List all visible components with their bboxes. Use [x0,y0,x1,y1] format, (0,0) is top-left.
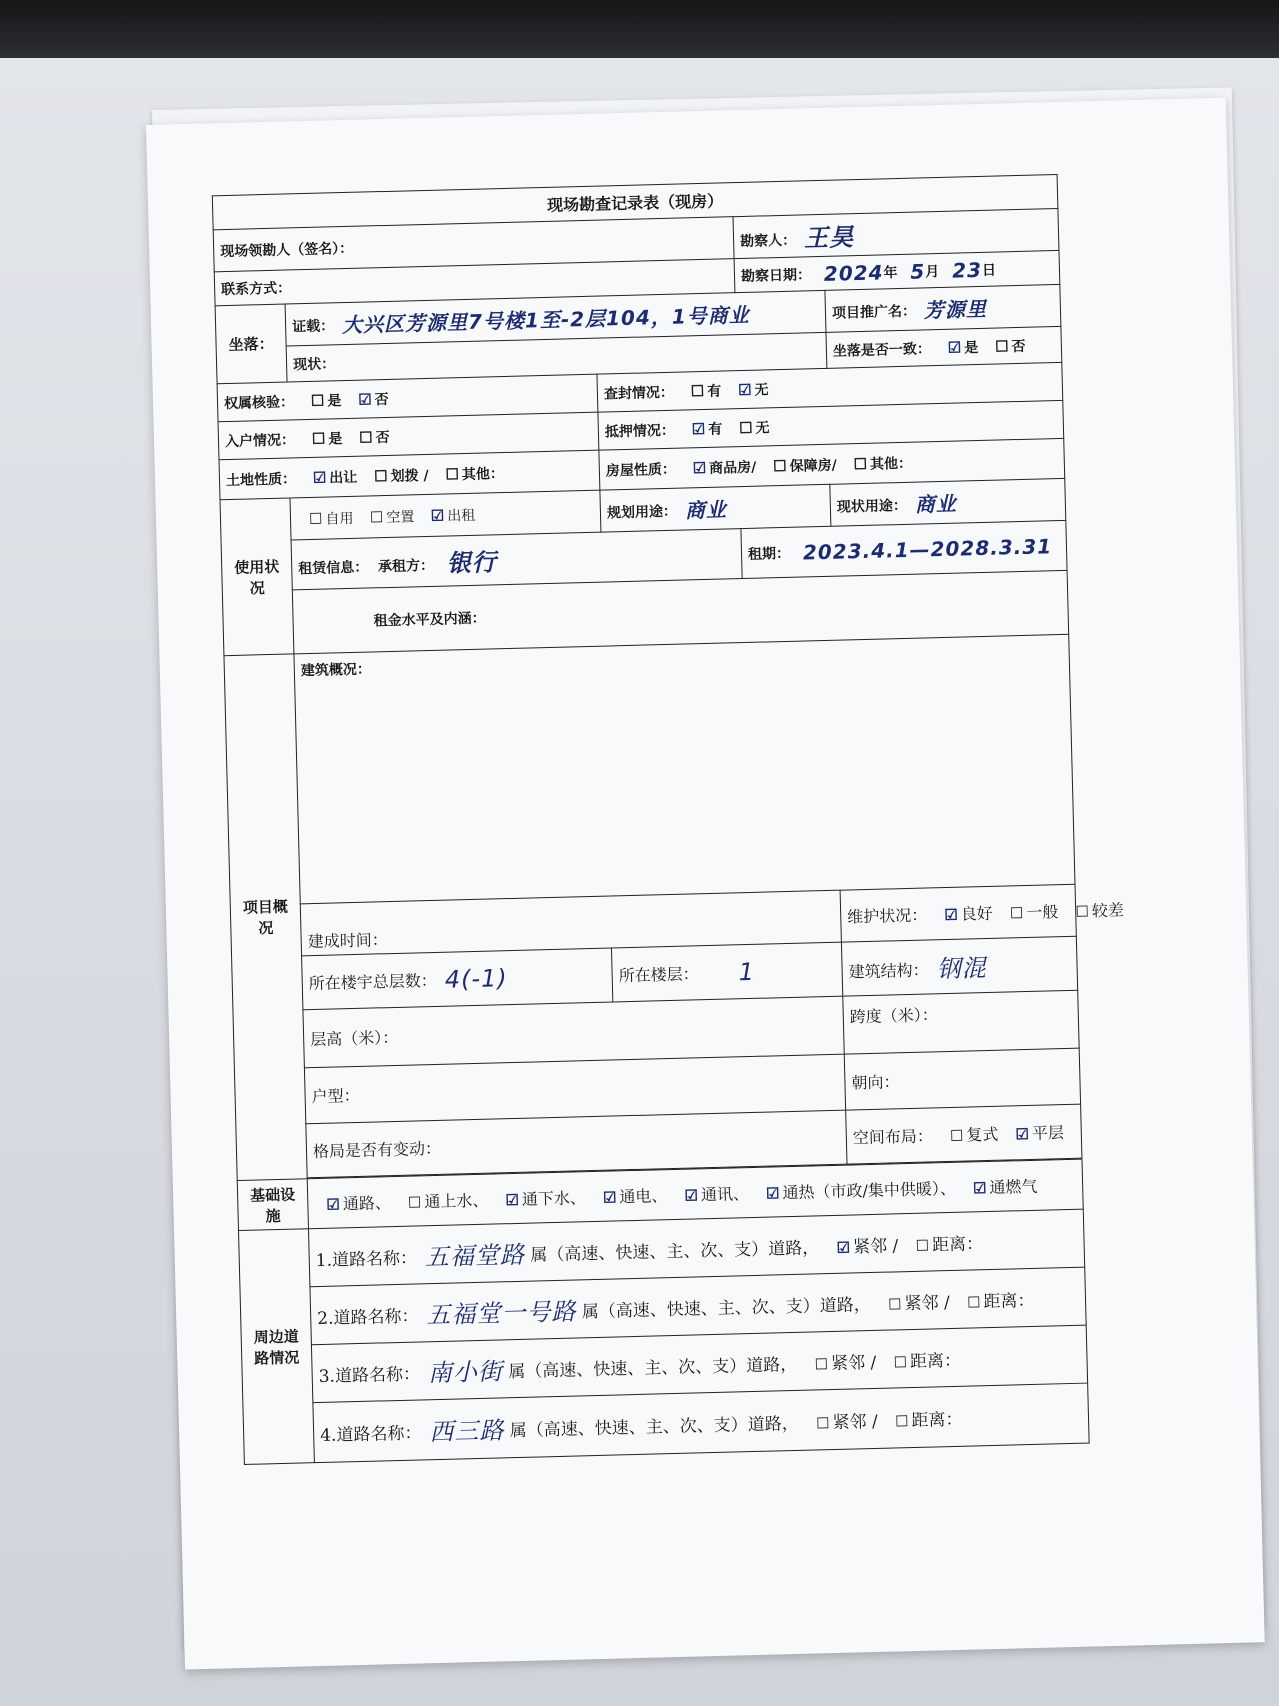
usage-rent-label: 出租 [447,507,476,524]
surveyor-label: 勘察人： [739,232,797,251]
unit-type-label: 户型： [311,1085,360,1107]
mortgage-none-checkbox[interactable]: ☐ [738,418,753,437]
infra-telecom-label: 通讯、 [700,1184,750,1205]
space-duplex-checkbox[interactable]: ☐ [949,1126,964,1145]
road-2-adjacent-checkbox[interactable]: ☐ [887,1295,902,1314]
date-year: 2024 [823,259,884,286]
tenant-value: 银行 [446,548,498,578]
road-4-num: 4. [319,1425,337,1447]
contact-label: 联系方式： [220,279,292,298]
space-layout-field [846,1104,1082,1164]
road-4-slash: / [871,1411,878,1433]
location-match-no-checkbox[interactable]: ☐ [994,336,1009,356]
infra-heat-label: 通热（市政/集中供暖）、 [782,1178,957,1203]
date-year-unit: 年 [883,264,898,281]
infra-power-checkbox[interactable]: ☑ [602,1188,617,1207]
form-title: 现场勘查记录表（现房） [212,174,1058,229]
usage-vacant-checkbox[interactable]: ☐ [369,507,384,526]
land-other-checkbox[interactable]: ☐ [445,464,460,484]
ownership-yes-checkbox[interactable]: ☐ [310,391,325,410]
road-4-label: 道路名称： [336,1423,422,1446]
road-2-num: 2. [317,1308,334,1330]
road-2-adjacent-label: 紧邻 [904,1293,939,1315]
planned-use-label: 规划用途： [606,503,678,522]
mortgage-have-label: 有 [708,421,723,438]
date-month: 5 [910,258,926,284]
road-3-label: 道路名称： [334,1364,421,1387]
infra-drain-checkbox[interactable]: ☑ [505,1190,520,1210]
leader-label: 现场领勘人（签名）： [220,240,354,260]
ownership-no-checkbox[interactable]: ☑ [357,389,372,409]
house-other-checkbox[interactable]: ☐ [853,454,868,473]
seizure-have-label: 有 [707,383,722,400]
tenant-label: 承租方： [377,557,435,576]
current-use-value: 商业 [914,491,958,517]
house-commercial-label: 商品房/ [708,459,757,477]
location-match-field [826,326,1062,368]
land-allocation-checkbox[interactable]: ☐ [373,466,388,485]
entry-yes-label: 是 [328,430,343,447]
road-3-distance-label: 距离： [909,1350,962,1373]
date-day: 23 [951,257,983,283]
mortgage-have-checkbox[interactable]: ☑ [691,419,706,438]
road-3-distance-checkbox[interactable]: ☐ [893,1353,908,1372]
location-match-no-label: 否 [1011,338,1026,355]
road-2-distance-checkbox[interactable]: ☐ [966,1293,981,1312]
project-name-value: 芳源里 [923,296,988,323]
road-1-name: 五福堂路 [424,1240,526,1272]
date-label: 勘察日期： [740,266,812,285]
location-match-label: 坐落是否一致： [832,340,932,360]
location-match-yes-checkbox[interactable]: ☑ [947,337,962,357]
rent-label: 租金水平及内涵： [373,610,486,629]
infra-gas-checkbox[interactable]: ☑ [972,1179,987,1198]
current-use-field[interactable] [830,478,1066,526]
road-1-distance-checkbox[interactable]: ☐ [915,1236,930,1255]
infra-telecom-checkbox[interactable]: ☑ [684,1186,699,1205]
house-affordable-label: 保障房/ [789,457,837,475]
build-time-label: 建成时间： [307,930,388,952]
lease-label: 租赁信息： [298,559,369,578]
building-overview-label: 建筑概况： [300,661,372,680]
building-overview-field[interactable] [294,634,1075,904]
road-1-slash: / [892,1236,899,1257]
surveyor-value: 王昊 [803,223,855,253]
floor-label: 所在楼层： [618,963,699,985]
road-1-num: 1. [315,1250,333,1272]
height-label: 层高（米）： [309,1027,399,1050]
road-4-distance-checkbox[interactable]: ☐ [894,1412,909,1431]
date-day-unit: 日 [981,262,997,279]
project-section: 项目概况 [224,654,307,1181]
ownership-no-label: 否 [374,391,389,408]
mortgage-none-label: 无 [755,419,770,437]
land-transfer-label: 出让 [329,469,358,486]
road-3-name: 南小街 [427,1357,504,1388]
house-affordable-checkbox[interactable]: ☐ [772,456,787,475]
maintenance-good-label: 良好 [960,903,994,924]
road-4-distance-label: 距离： [911,1409,963,1432]
land-label: 土地性质： [225,470,297,489]
space-flat-label: 平层 [1031,1123,1065,1143]
status-label: 现状： [292,355,336,373]
orientation-label: 朝向： [851,1072,900,1093]
location-section: 坐落： [215,304,287,384]
planned-use-value: 商业 [684,497,728,523]
road-1-type: 属（高速、快速、主、次、支）道路， [530,1238,820,1266]
floor-value: 1 [738,957,756,986]
seizure-label: 查封情况： [603,384,675,402]
infra-heat-checkbox[interactable]: ☑ [765,1184,780,1203]
land-allocation-label: 划拨 [390,467,419,485]
ownership-yes-label: 是 [327,392,342,409]
road-1-adjacent-checkbox[interactable]: ☑ [836,1238,851,1257]
road-4-name: 西三路 [429,1416,505,1447]
survey-form [212,174,1125,1465]
maintenance-label: 维护状况： [847,905,928,927]
infra-road-checkbox[interactable]: ☑ [326,1195,341,1214]
date-month-unit: 月 [925,263,940,280]
road-1-label: 道路名称： [331,1248,418,1271]
roads-section: 周边道路情况 [239,1229,315,1465]
infra-section: 基础设施 [237,1179,308,1231]
planned-use-field[interactable] [600,484,831,532]
maintenance-field [840,884,1125,942]
road-4-adjacent-checkbox[interactable]: ☐ [815,1414,830,1433]
ownership-label: 权属核验： [223,393,295,412]
current-use-label: 现状用途： [836,497,908,516]
road-3-adjacent-label: 紧邻 [830,1353,866,1375]
usage-self-label: 自用 [325,510,354,528]
road-1-distance-label: 距离： [931,1234,984,1256]
space-duplex-label: 复式 [966,1124,999,1145]
land-separator: / [423,467,429,484]
entry-yes-checkbox[interactable]: ☐ [311,429,326,448]
cert-value: 大兴区芳源里7号楼1至-2层104，1号商业 [341,302,751,338]
seizure-have-checkbox[interactable]: ☐ [690,381,705,400]
road-3-type: 属（高速、快速、主、次、支）道路， [508,1354,798,1383]
structure-label: 建筑结构： [848,960,929,982]
term-value: 2023.4.1—2028.3.31 [802,533,1053,565]
mortgage-label: 抵押情况： [604,422,676,440]
term-field[interactable] [741,520,1067,578]
span-label: 跨度（米）： [849,1005,939,1027]
project-name-label: 项目推广名： [831,303,917,322]
road-4-adjacent-label: 紧邻 [832,1412,867,1434]
infra-drain-label: 通下水、 [521,1188,587,1209]
infra-water-checkbox[interactable]: ☐ [407,1193,422,1212]
maintenance-poor-checkbox[interactable]: ☐ [1075,902,1090,921]
cert-label: 证载： [291,318,335,336]
entry-no-label: 否 [375,429,390,446]
maintenance-good-checkbox[interactable]: ☑ [944,905,959,925]
usage-vacant-label: 空置 [386,508,415,526]
term-label: 租期： [747,545,791,563]
road-2-distance-label: 距离： [983,1290,1035,1313]
location-match-yes-label: 是 [964,339,979,356]
floor-field[interactable] [611,942,842,1002]
maintenance-normal-checkbox[interactable]: ☐ [1009,904,1024,923]
layout-change-label: 格局是否有变动： [312,1138,442,1162]
total-floors-label: 所在楼宇总层数： [308,970,437,993]
entry-label: 入户情况： [224,431,296,450]
house-other-label: 其他： [869,455,913,473]
usage-self-checkbox[interactable]: ☐ [308,509,323,528]
total-floors-field[interactable] [302,948,613,1010]
infra-water-label: 通上水、 [424,1190,489,1212]
entry-no-checkbox[interactable]: ☐ [358,427,373,447]
maintenance-poor-label: 较差 [1091,900,1125,921]
road-2-name: 五福堂一号路 [426,1297,577,1330]
span-field[interactable] [843,990,1079,1054]
road-3-slash: / [870,1352,877,1374]
structure-field[interactable] [841,936,1077,996]
total-floors-value: 4(-1) [444,963,508,994]
road-4-type: 属（高速、快速、主、次、支）道路， [509,1413,799,1442]
orientation-field[interactable] [844,1048,1080,1110]
usage-rent-checkbox[interactable]: ☑ [430,506,445,525]
seizure-none-checkbox[interactable]: ☑ [737,380,752,399]
house-commercial-checkbox[interactable]: ☑ [692,458,707,477]
infra-power-label: 通电、 [619,1186,668,1207]
road-1-adjacent-label: 紧邻 [852,1236,888,1258]
structure-value: 钢混 [936,954,987,984]
road-2-slash: / [943,1293,950,1314]
project-name-field[interactable] [825,284,1061,332]
road-3-adjacent-checkbox[interactable]: ☐ [814,1355,829,1374]
seizure-none-label: 无 [754,381,769,399]
land-other-label: 其他： [461,465,505,483]
paper-sheet [146,98,1265,1670]
usage-section: 使用状况 [220,498,294,656]
infra-road-label: 通路、 [342,1193,392,1214]
infra-gas-label: 通燃气 [989,1176,1038,1197]
maintenance-normal-label: 一般 [1026,902,1059,922]
road-2-label: 道路名称： [333,1306,419,1329]
house-label: 房屋性质： [605,461,677,479]
road-3-num: 3. [318,1366,336,1388]
land-transfer-checkbox[interactable]: ☑ [312,468,327,487]
desk-edge [0,0,1279,58]
road-2-type: 属（高速、快速、主、次、支）道路， [581,1295,871,1323]
space-layout-label: 空间布局： [852,1126,934,1148]
space-flat-checkbox[interactable]: ☑ [1015,1124,1030,1144]
